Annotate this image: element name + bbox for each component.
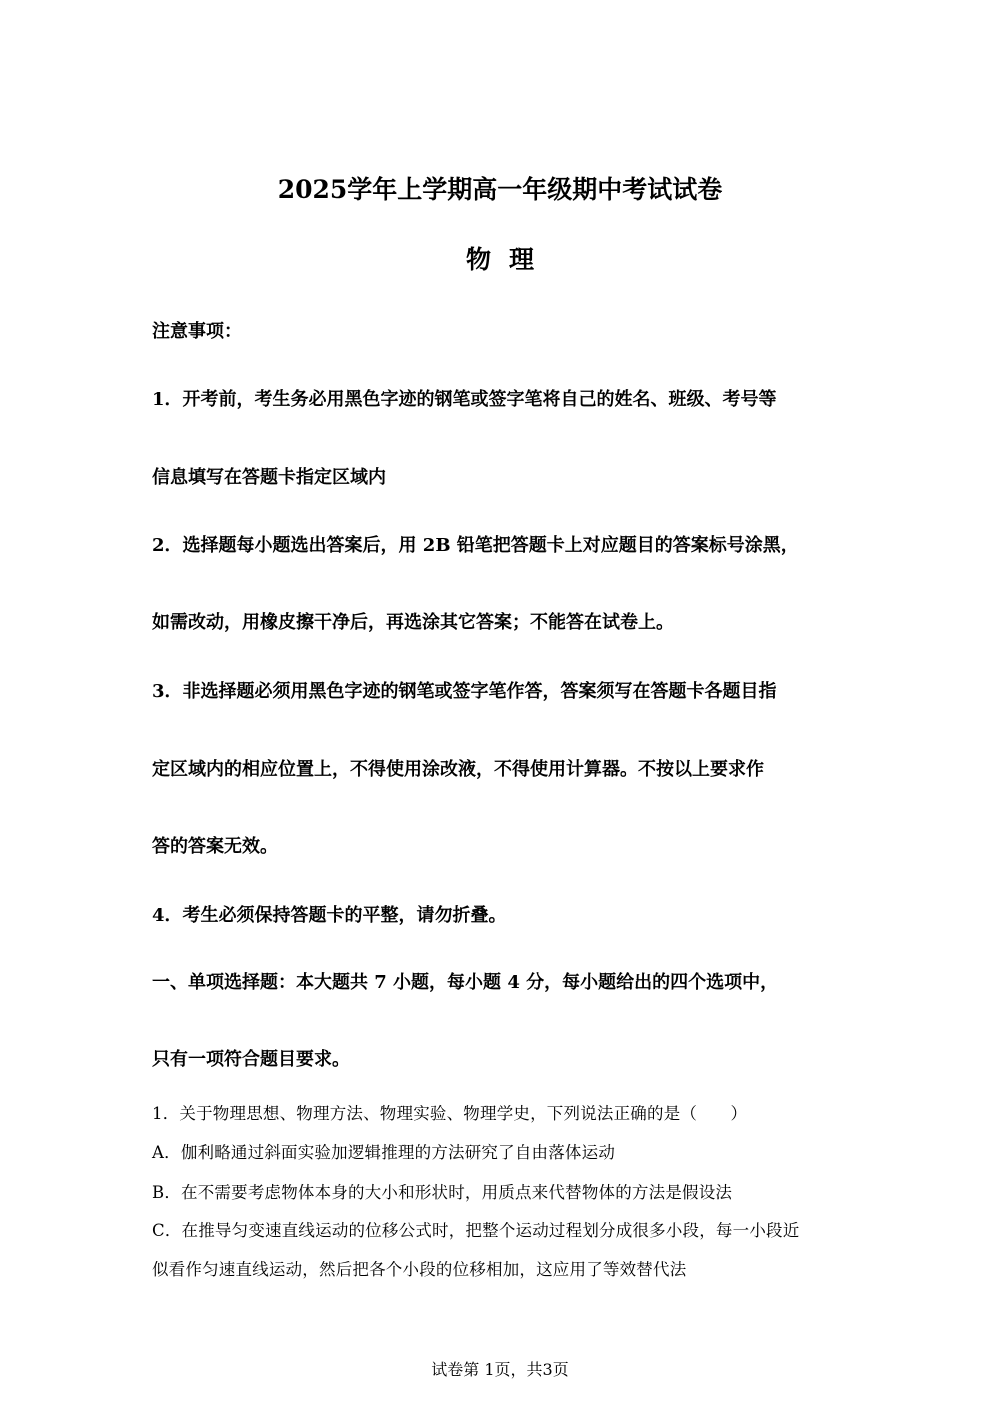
- subject-title: 物理: [465, 245, 552, 274]
- question-1-option-c-line-2: 似看作匀速直线运动，然后把各个小段的位移相加，这应用了等效替代法: [152, 1260, 687, 1279]
- notice-heading: 注意事项：: [152, 321, 242, 342]
- notice-item-3-line-1: 3．非选择题必须用黑色字迹的钢笔或签字笔作答，答案须写在答题卡各题目指: [152, 681, 777, 702]
- exam-title: 2025学年上学期高一年级期中考试试卷: [277, 175, 723, 204]
- notice-item-3-line-3: 答的答案无效。: [152, 836, 278, 857]
- question-1-option-b: B．在不需要考虑物体本身的大小和形状时，用质点来代替物体的方法是假设法: [152, 1183, 733, 1202]
- notice-item-1-line-2: 信息填写在答题卡指定区域内: [152, 467, 386, 488]
- question-1-option-a: A．伽利略通过斜面实验加逻辑推理的方法研究了自由落体运动: [152, 1143, 616, 1162]
- notice-item-2-line-1: 2．选择题每小题选出答案后，用 2B 铅笔把答题卡上对应题目的答案标号涂黑，: [152, 535, 799, 556]
- page-footer: 试卷第 1页，共3页: [431, 1360, 569, 1379]
- question-1-option-c-line-1: C．在推导匀变速直线运动的位移公式时，把整个运动过程划分成很多小段，每一小段近: [152, 1221, 800, 1240]
- question-1-stem: 1．关于物理思想、物理方法、物理实验、物理学史，下列说法正确的是（ ）: [152, 1104, 748, 1123]
- notice-item-4-line-1: 4．考生必须保持答题卡的平整，请勿折叠。: [152, 905, 507, 926]
- section-1-heading-line-1: 一、单项选择题：本大题共 7 小题，每小题 4 分，每小题给出的四个选项中，: [152, 972, 779, 993]
- notice-item-1-line-1: 1．开考前，考生务必用黑色字迹的钢笔或签字笔将自己的姓名、班级、考号等: [152, 389, 777, 410]
- notice-item-2-line-2: 如需改动，用橡皮擦干净后，再选涂其它答案；不能答在试卷上。: [152, 612, 674, 633]
- section-1-heading-line-2: 只有一项符合题目要求。: [152, 1049, 350, 1070]
- notice-item-3-line-2: 定区域内的相应位置上，不得使用涂改液，不得使用计算器。不按以上要求作: [152, 759, 764, 780]
